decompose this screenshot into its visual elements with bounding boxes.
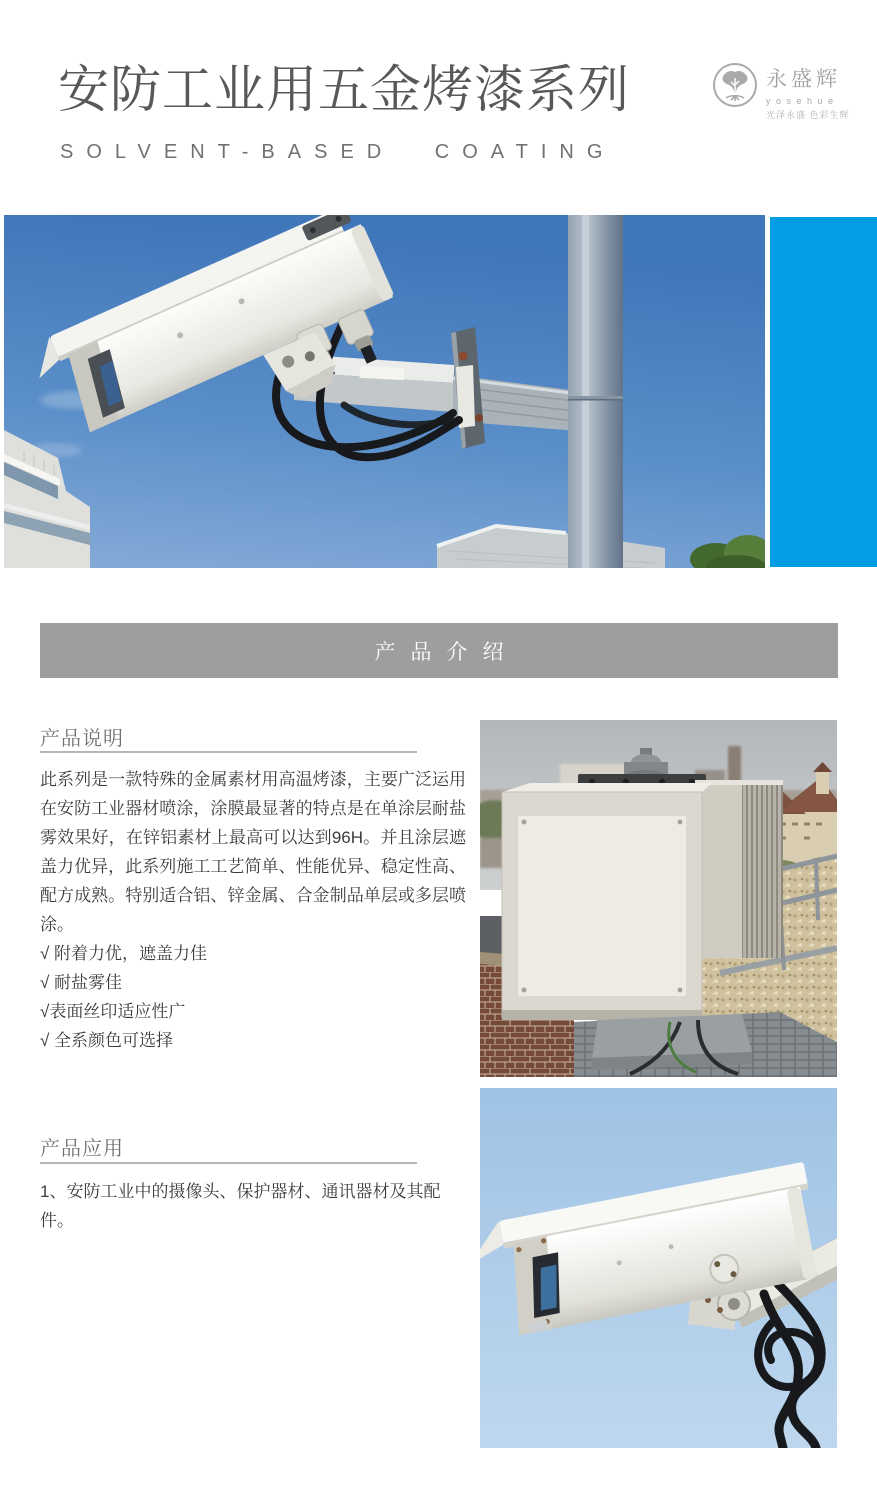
feature-item: √表面丝印适应性广 <box>40 1002 186 1021</box>
feature-item: √ 附着力优，遮盖力佳 <box>40 944 208 963</box>
camera-closeup-photo <box>480 1088 837 1448</box>
description-paragraph: 此系列是一款特殊的金属素材用高温烤漆，主要广泛运用在安防工业器材喷涂，涂膜最显著的特点是在单涂层耐盐雾效果好，在锌铝素材上最高可以达到96H。并且涂层遮盖力优异，此系列施工工艺简单、性能优异、稳定性高、配方成熟。特别适合铝、锌金属、合金制品单层或多层喷涂。 <box>40 770 466 934</box>
logo-tagline: 光泽永盛 色彩生辉 <box>766 110 850 120</box>
blue-accent-block <box>770 217 877 567</box>
logo-name: 永盛辉 <box>766 68 841 91</box>
hero-photo-camera-on-pole <box>4 215 765 568</box>
description-body <box>40 765 466 1055</box>
tree-logo-icon <box>712 62 758 108</box>
section-banner <box>40 623 838 678</box>
logo-text <box>766 63 866 121</box>
feature-item: √ 全系颜色可选择 <box>40 1031 174 1050</box>
hero-pole <box>568 215 623 568</box>
feature-item: √ 耐盐雾佳 <box>40 973 123 992</box>
section-banner-label: 产品介绍 <box>374 640 519 664</box>
application-body: 1、安防工业中的摄像头、保护器材、通讯器材及其配件。 <box>40 1182 441 1230</box>
page-title: 安防工业用五金烤漆系列 <box>58 61 631 118</box>
page-subtitle: SOLVENT-BASED COATING <box>60 141 616 163</box>
description-rule <box>40 751 417 753</box>
application-heading: 产品应用 <box>40 1138 124 1160</box>
rooftop-equipment-photo <box>480 720 837 1077</box>
brand-logo <box>712 60 862 120</box>
logo-latin: yosehue <box>766 96 839 106</box>
application-rule <box>40 1162 417 1164</box>
description-heading: 产品说明 <box>40 728 124 750</box>
